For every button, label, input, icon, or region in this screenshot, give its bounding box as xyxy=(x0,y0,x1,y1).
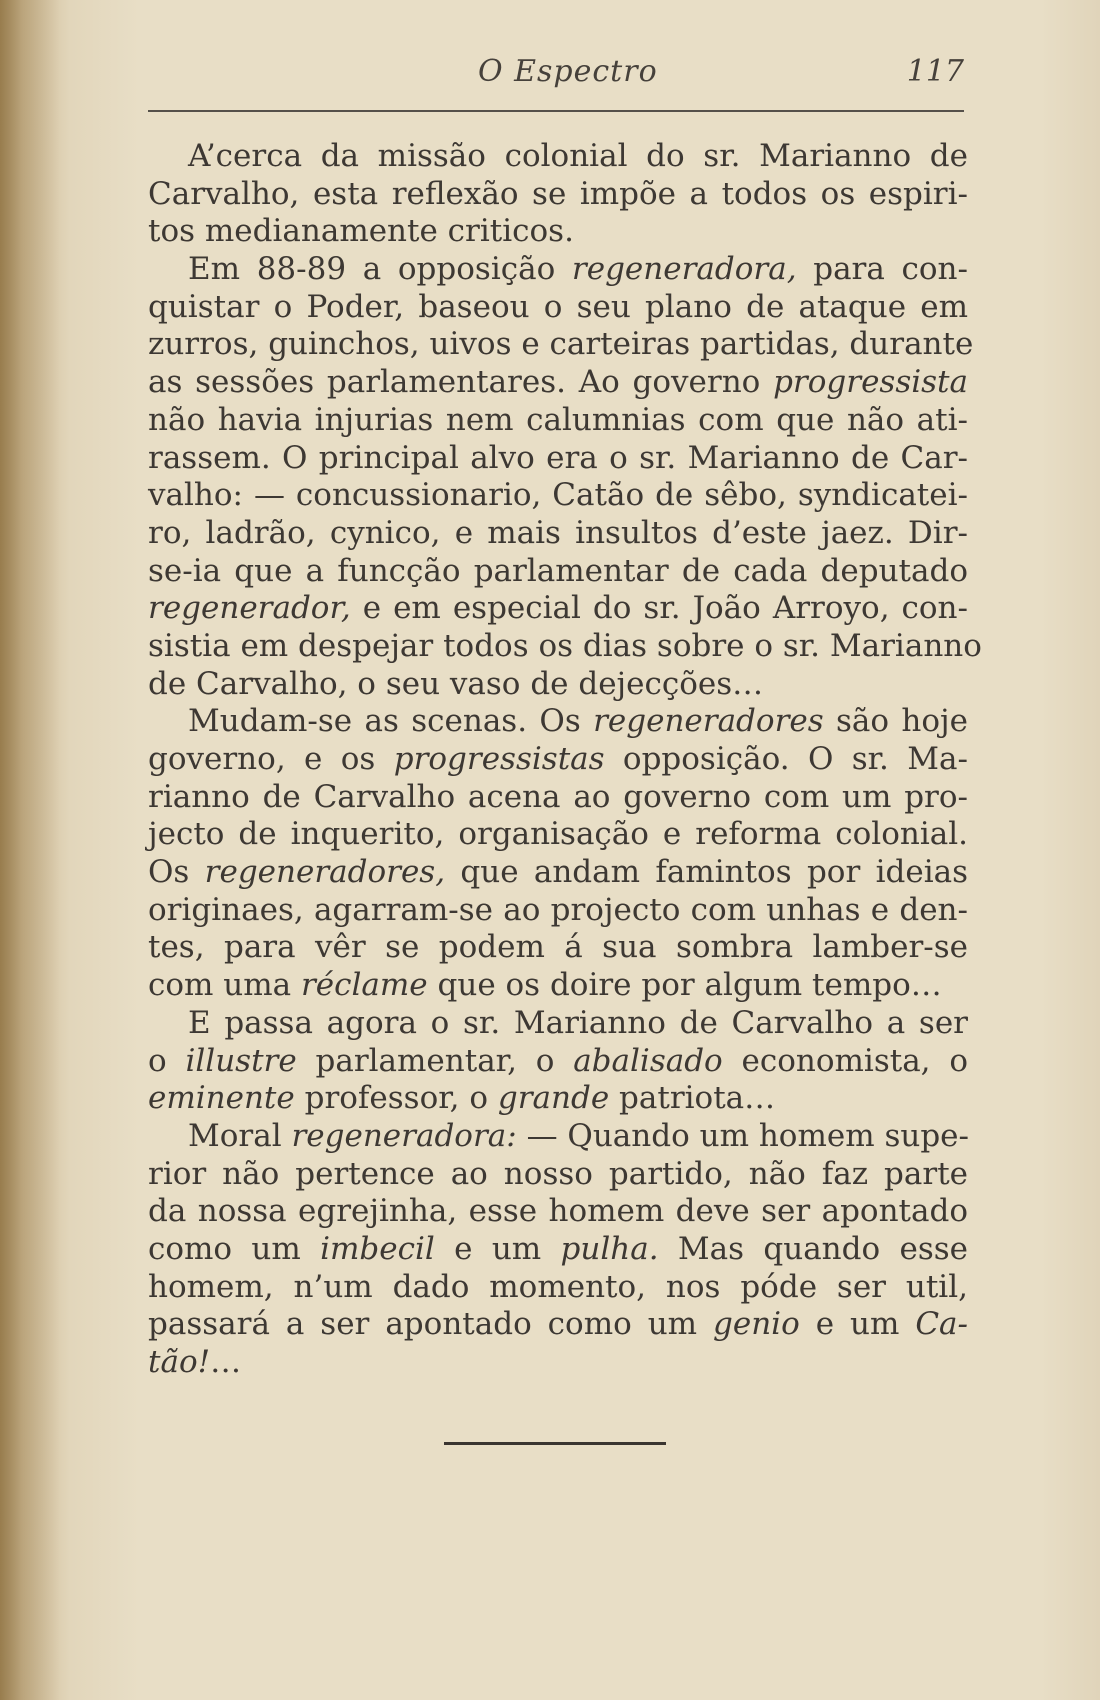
text-line xyxy=(148,1118,968,1156)
text-segment: Carvalho, esta reflexão se impõe a todos os espiri- xyxy=(148,175,968,212)
italic-text: imbecil xyxy=(320,1230,435,1267)
italic-text: regenerador, xyxy=(148,590,351,627)
paragraph xyxy=(148,1005,968,1118)
text-segment: rassem. O principal alvo era o sr. Marianno de Car- xyxy=(148,439,968,476)
text-line xyxy=(148,816,968,854)
body-text xyxy=(148,138,982,1382)
text-segment: ro, ladrão, cynico, e mais insultos d’este jaez. Dir- xyxy=(148,514,968,551)
text-line xyxy=(148,251,968,289)
text-line xyxy=(148,779,968,817)
text-segment: da nossa egrejinha, esse homem deve ser apontado xyxy=(148,1193,968,1230)
text-segment: jecto de inquerito, organisação e reforma colonial. xyxy=(148,816,968,853)
text-line xyxy=(148,364,968,402)
text-segment: sistia em despejar todos os dias sobre o sr. Marianno xyxy=(148,627,982,664)
text-segment: Moral xyxy=(188,1117,292,1154)
end-rule xyxy=(444,1442,666,1445)
text-segment: parlamentar, o xyxy=(296,1042,574,1079)
text-segment: — Quando um homem supe- xyxy=(516,1117,969,1154)
text-line xyxy=(148,440,968,478)
italic-text: progressistas xyxy=(393,741,605,777)
paragraph xyxy=(148,138,968,251)
text-segment: de Carvalho, o seu vaso de dejecções… xyxy=(148,665,764,702)
italic-text: eminente xyxy=(148,1080,295,1117)
text-segment: Mudam-se as scenas. Os xyxy=(188,703,594,740)
italic-text: progressista xyxy=(773,364,968,401)
header-rule xyxy=(148,110,964,112)
text-segment: são hoje xyxy=(823,703,968,740)
running-header xyxy=(148,52,964,92)
text-line xyxy=(148,1193,968,1231)
text-line xyxy=(148,1156,968,1194)
text-segment: A’cerca da missão colonial do sr. Marianno de xyxy=(188,138,968,174)
text-line xyxy=(148,402,968,440)
text-segment: e um xyxy=(799,1306,916,1343)
text-line xyxy=(148,703,968,741)
paragraph xyxy=(148,251,982,703)
text-segment: E passa agora o sr. Marianno de Carvalho a ser xyxy=(188,1004,968,1041)
text-segment: como um xyxy=(148,1230,321,1267)
text-segment: que andam famintos por ideias xyxy=(445,854,968,891)
italic-text: Ca- xyxy=(915,1306,968,1343)
running-title: O Espectro xyxy=(478,54,658,89)
text-line xyxy=(148,213,968,251)
text-line xyxy=(148,627,982,666)
italic-text: tão! xyxy=(148,1344,211,1380)
text-segment: que os doire por algum tempo… xyxy=(427,967,942,1004)
text-line xyxy=(148,1269,968,1307)
text-line xyxy=(148,1344,968,1382)
text-segment: governo, e os xyxy=(148,741,394,777)
italic-text: illustre xyxy=(185,1042,297,1079)
text-line xyxy=(148,138,968,176)
italic-text: regeneradores, xyxy=(204,854,446,891)
text-segment: patriota… xyxy=(609,1080,776,1117)
text-line xyxy=(148,1005,968,1043)
text-line xyxy=(148,553,968,591)
text-segment: as sessões parlamentares. Ao governo xyxy=(148,364,774,401)
text-segment: valho: — concussionario, Catão de sêbo, syndicatei- xyxy=(148,477,968,514)
italic-text: genio xyxy=(713,1306,800,1343)
text-line xyxy=(148,1080,968,1118)
paragraph xyxy=(148,1118,968,1382)
text-segment: economista, o xyxy=(722,1042,968,1079)
text-segment: passará a ser apontado como um xyxy=(148,1306,714,1343)
text-line xyxy=(148,176,968,214)
text-segment: não havia injurias nem calumnias com que não ati- xyxy=(148,401,968,438)
text-segment: Mas quando esse xyxy=(658,1230,968,1267)
page-number: 117 xyxy=(906,54,964,89)
text-segment: e um xyxy=(434,1230,561,1267)
italic-text: réclame xyxy=(300,967,428,1004)
text-segment: tes, para vêr se podem á sua sombra lamber-se xyxy=(148,929,968,966)
text-segment: zurros, guinchos, uivos e carteiras partidas, durante xyxy=(148,326,974,363)
text-line xyxy=(148,967,968,1005)
text-line xyxy=(148,326,974,364)
text-line xyxy=(148,590,968,628)
text-segment: se-ia que a funcção parlamentar de cada deputado xyxy=(148,552,968,589)
text-segment: rior não pertence ao nosso partido, não faz parte xyxy=(148,1155,968,1192)
text-line xyxy=(148,892,968,930)
text-segment: tos medianamente criticos. xyxy=(148,213,574,250)
text-segment: … xyxy=(210,1344,242,1380)
text-segment: professor, o xyxy=(294,1080,498,1117)
text-line xyxy=(148,515,968,553)
page-gutter-shadow xyxy=(0,0,60,1700)
text-line xyxy=(148,1231,968,1269)
italic-text: regeneradores xyxy=(593,703,824,740)
text-segment: Os xyxy=(148,854,205,891)
text-segment: com uma xyxy=(148,967,301,1004)
text-segment: quistar o Poder, baseou o seu plano de ataque em xyxy=(148,288,968,325)
text-line xyxy=(148,929,968,967)
italic-text: pulha. xyxy=(560,1230,659,1267)
text-segment: e em especial do sr. João Arroyo, con- xyxy=(350,590,968,627)
italic-text: grande xyxy=(497,1080,610,1117)
text-segment: rianno de Carvalho acena ao governo com um pro- xyxy=(148,778,968,815)
text-line xyxy=(148,666,968,704)
text-line xyxy=(148,854,968,892)
text-line xyxy=(148,741,968,779)
paragraph xyxy=(148,703,968,1005)
text-segment: o xyxy=(148,1042,186,1079)
text-segment: originaes, agarram-se ao projecto com unhas e den- xyxy=(148,891,968,928)
text-line xyxy=(148,477,968,515)
text-segment: Em 88-89 a opposição xyxy=(188,251,572,288)
text-segment: para con- xyxy=(796,251,968,288)
text-line xyxy=(148,1043,968,1081)
text-segment: homem, n’um dado momento, nos póde ser util, xyxy=(148,1268,968,1305)
italic-text: abalisado xyxy=(573,1042,723,1079)
text-segment: opposição. O sr. Ma- xyxy=(604,741,968,777)
italic-text: regeneradora: xyxy=(291,1117,517,1154)
italic-text: regeneradora, xyxy=(571,251,797,288)
text-line xyxy=(148,1306,968,1344)
text-line xyxy=(148,289,968,327)
